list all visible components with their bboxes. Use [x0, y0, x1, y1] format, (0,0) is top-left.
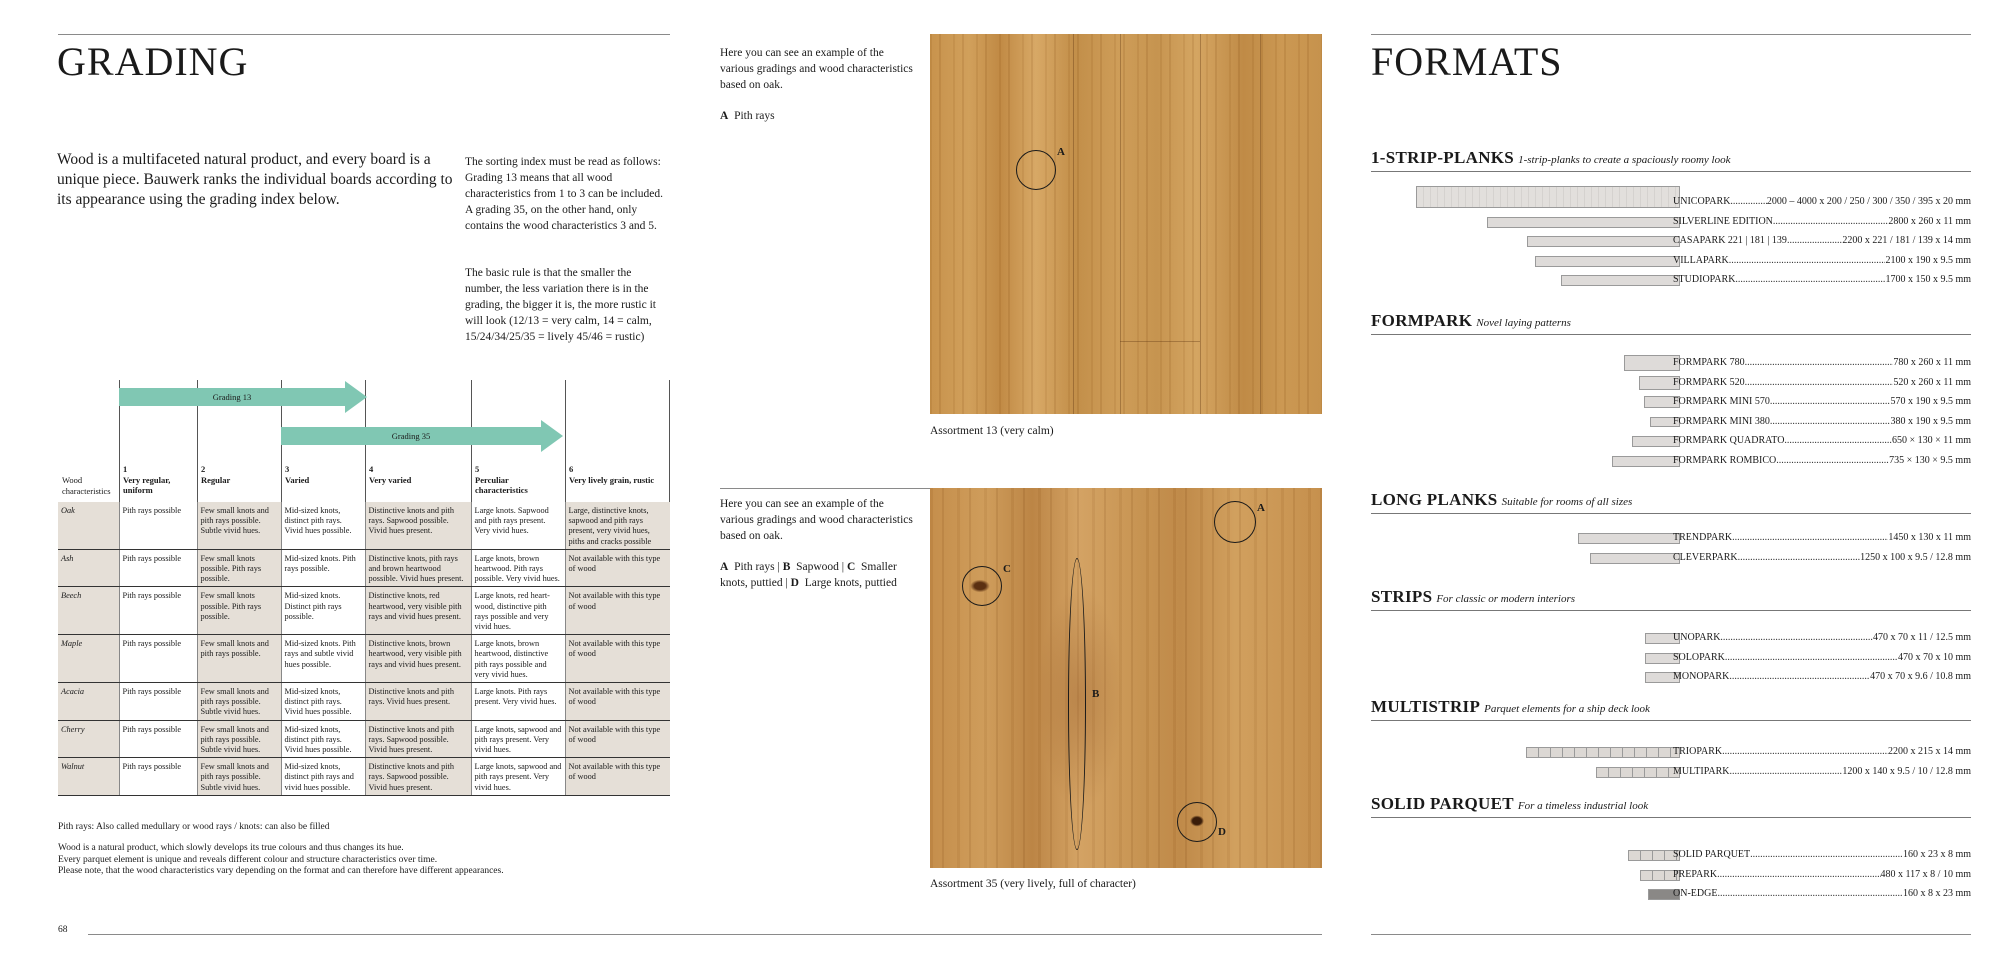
grading-cell: Distinctive knots and pith rays. Sapwood possible. Vivid hues present. — [365, 758, 471, 796]
format-item — [1673, 632, 1971, 644]
grading-cell: Mid-sized knots, distinct pith rays. Vivid hues possible. — [281, 683, 365, 721]
format-name: TRIOPARK — [1673, 746, 1723, 757]
format-section-rule — [1371, 720, 1971, 721]
format-item — [1673, 396, 1971, 408]
grading-13-arrow: Grading 13 — [119, 388, 345, 406]
format-item — [1673, 416, 1971, 428]
col-header-2: 2 Regular — [201, 464, 231, 485]
grading-cell: Pith rays possible — [119, 502, 197, 549]
bottom-rule-left — [88, 934, 1322, 935]
marker-label-a: A — [1057, 146, 1065, 158]
format-section-subtitle: 1-strip-planks to create a spaciously roomy look — [1518, 154, 1731, 166]
grading-cell: Large knots. Sapwood and pith rays present. Very vivid hues. — [471, 502, 565, 549]
format-item — [1673, 196, 1971, 208]
grading-cell: Pith rays possible — [119, 758, 197, 796]
leader-dots — [1738, 552, 1861, 564]
format-dimensions: 1250 x 100 x 9.5 / 12.8 mm — [1860, 551, 1971, 563]
format-name: FORMPARK QUADRATO — [1673, 435, 1785, 446]
grading-cell: Pith rays possible — [119, 720, 197, 758]
leader-dots — [1770, 416, 1891, 428]
format-dimensions: 2800 x 260 x 11 mm — [1888, 215, 1971, 227]
grading-cell: Large knots, brown heartwood, distinctive pith rays possible and very vivid hues. — [471, 635, 565, 683]
format-section-subtitle: For classic or modern interiors — [1436, 593, 1576, 605]
leader-dots — [1717, 888, 1903, 900]
grading-35-arrow: Grading 35 — [281, 427, 541, 445]
format-swatch — [1578, 533, 1680, 544]
leader-dots — [1745, 377, 1894, 389]
footnote-natural-1: Wood is a natural product, which slowly develops its true colours and thus changes its hue. — [58, 843, 404, 853]
grading-cell: Few small knots and pith rays possible. — [197, 635, 281, 683]
leader-dots — [1770, 396, 1891, 408]
format-name: ON-EDGE — [1673, 888, 1718, 899]
table-row — [58, 635, 670, 683]
format-dimensions: 520 x 260 x 11 mm — [1893, 376, 1971, 388]
format-swatch — [1487, 217, 1680, 228]
format-item — [1673, 888, 1971, 900]
format-section-rule — [1371, 610, 1971, 611]
wood-photo-assortment-13 — [930, 34, 1322, 414]
example-2-rule — [720, 488, 930, 489]
col-header-6: 6 Very lively grain, rustic — [569, 464, 655, 485]
grading-intro: Wood is a multifaceted natural product, and every board is a unique piece. Bauwerk ranks the individual boards according to its appearance using the grading index below. — [57, 151, 453, 208]
marker-label-c: C — [1003, 563, 1011, 575]
format-swatch — [1535, 256, 1680, 267]
grading-cell: Pith rays possible — [119, 683, 197, 721]
format-section-title: MULTISTRIP — [1371, 697, 1481, 716]
grading-cell: Large knots, red heartwood, distinctive pith rays possible and very vivid hues. — [471, 587, 565, 635]
col-header-3: 3 Varied — [285, 464, 310, 485]
format-section-rule — [1371, 334, 1971, 335]
col-header-5: 5 Perculiar characteristics — [475, 464, 528, 495]
format-section-subtitle: Parquet elements for a ship deck look — [1484, 703, 1650, 715]
format-section-subtitle: Suitable for rooms of all sizes — [1501, 496, 1633, 508]
format-dimensions: 2000 – 4000 x 200 / 250 / 300 / 350 / 395 x 20 mm — [1766, 196, 1971, 207]
leader-dots — [1750, 849, 1903, 861]
format-dimensions: 480 x 117 x 8 / 10 mm — [1880, 868, 1971, 880]
pith-ray-marker — [1016, 150, 1056, 190]
grading-table — [58, 502, 670, 796]
example-2-text: Here you can see an example of the various gradings and wood characteristics based on oak. — [720, 498, 913, 542]
grading-cell: Not available with this type of wood — [565, 720, 670, 758]
wood-species: Ash — [58, 549, 119, 587]
format-item — [1673, 357, 1971, 369]
format-swatch — [1612, 456, 1680, 467]
grading-cell: Distinctive knots, pith rays and brown heartwood possible. Vivid hues present. — [365, 549, 471, 587]
format-swatch — [1526, 747, 1680, 758]
top-rule-right — [1371, 34, 1971, 35]
format-section-title: 1-STRIP-PLANKS — [1371, 148, 1515, 167]
format-item — [1673, 377, 1971, 389]
col-header-wood: Wood characteristics — [62, 475, 111, 496]
format-swatch — [1590, 553, 1680, 564]
wood-photo-assortment-35 — [930, 488, 1322, 868]
wood-species: Cherry — [58, 720, 119, 758]
format-dimensions: 470 x 70 x 10 mm — [1897, 651, 1971, 663]
format-dimensions: 570 x 190 x 9.5 mm — [1890, 396, 1971, 407]
wood-species: Beech — [58, 587, 119, 635]
format-item — [1673, 532, 1971, 544]
format-section — [1371, 148, 1971, 168]
grading-cell: Distinctive knots, brown heartwood, very visible pith rays and vivid hues present. — [365, 635, 471, 683]
grading-cell: Large, distinctive knots, sapwood and pith rays present, very vivid hues, piths and cracks possible — [565, 502, 670, 549]
format-section-rule — [1371, 817, 1971, 818]
format-section-title: SOLID PARQUET — [1371, 794, 1514, 813]
pith-ray-marker — [1214, 501, 1256, 543]
marker-label-d: D — [1218, 826, 1226, 838]
grading-cell: Few small knots and pith rays possible. Subtle vivid hues. — [197, 720, 281, 758]
format-section-title: FORMPARK — [1371, 311, 1473, 330]
format-item — [1673, 255, 1971, 267]
leader-dots — [1735, 274, 1885, 286]
format-section-rule — [1371, 171, 1971, 172]
wood-species: Acacia — [58, 683, 119, 721]
grading-cell: Few small knots and pith rays possible. Subtle vivid hues. — [197, 502, 281, 549]
leader-dots — [1784, 435, 1892, 447]
format-swatch — [1624, 355, 1680, 371]
format-name: SILVERLINE EDITION — [1673, 215, 1773, 227]
format-name: MULTIPARK — [1673, 765, 1730, 777]
format-section-subtitle: Novel laying patterns — [1476, 317, 1571, 329]
leader-dots — [1722, 746, 1888, 758]
format-section — [1371, 311, 1971, 331]
format-dimensions: 470 x 70 x 11 / 12.5 mm — [1873, 632, 1971, 643]
format-name: FORMPARK MINI 570 — [1673, 396, 1770, 407]
example-1-text: Here you can see an example of the various gradings and wood characteristics based on oak. — [720, 47, 913, 91]
table-row — [58, 758, 670, 796]
sapwood-marker — [1068, 558, 1086, 850]
grading-cell: Distinctive knots and pith rays. Sapwood possible. Vivid hues present. — [365, 502, 471, 549]
leader-dots — [1732, 532, 1888, 544]
grading-cell: Mid-sized knots, distinct pith rays. Vivid hues possible. — [281, 502, 365, 549]
grading-cell: Large knots, sapwood and pith rays present. Very vivid hues. — [471, 720, 565, 758]
grading-cell: Few small knots and pith rays possible. Subtle vivid hues. — [197, 758, 281, 796]
grading-cell: Pith rays possible — [119, 587, 197, 635]
format-dimensions: 1700 x 150 x 9.5 mm — [1885, 274, 1971, 285]
format-dimensions: 380 x 190 x 9.5 mm — [1890, 415, 1971, 427]
grading-cell: Mid-sized knots, distinct pith rays and vivid hues possible. — [281, 758, 365, 796]
format-name: CASAPARK 221 | 181 | 139 — [1673, 235, 1787, 246]
col-divider — [565, 380, 566, 502]
format-name: MONOPARK — [1673, 671, 1730, 682]
table-row — [58, 683, 670, 721]
format-name: UNOPARK — [1673, 632, 1721, 643]
format-item — [1673, 766, 1971, 778]
format-dimensions: 650 × 130 × 11 mm — [1892, 435, 1971, 446]
grading-cell: Not available with this type of wood — [565, 758, 670, 796]
grading-cell: Mid-sized knots. Pith rays possible. — [281, 549, 365, 587]
format-swatch — [1527, 236, 1680, 247]
format-name: VILLAPARK — [1673, 254, 1729, 266]
footnote-natural-3: Please note, that the wood characteristics vary depending on the format and can therefore have different appearances. — [58, 866, 504, 876]
grading-cell: Large knots, sapwood and pith rays present. Very vivid hues. — [471, 758, 565, 796]
format-name: UNICOPARK — [1673, 196, 1731, 207]
grading-cell: Large knots, brown heartwood. Pith rays possible. Very vivid hues. — [471, 549, 565, 587]
large-knot-marker — [1177, 802, 1217, 842]
format-dimensions: 2200 x 215 x 14 mm — [1887, 746, 1971, 757]
format-item — [1673, 849, 1971, 861]
format-section — [1371, 587, 1971, 607]
example-2-key: A Pith rays | B Sapwood | C Smaller knots, puttied | D Large knots, puttied — [720, 561, 897, 589]
grading-cell: Pith rays possible — [119, 549, 197, 587]
table-row — [58, 549, 670, 587]
format-section — [1371, 794, 1971, 814]
format-swatch — [1416, 186, 1680, 208]
grading-cell: Not available with this type of wood — [565, 587, 670, 635]
wood-species: Walnut — [58, 758, 119, 796]
format-name: FORMPARK 780 — [1673, 357, 1745, 368]
format-section-title: LONG PLANKS — [1371, 490, 1498, 509]
format-name: FORMPARK ROMBICO — [1673, 454, 1777, 466]
col-divider — [669, 380, 670, 502]
leader-dots — [1717, 869, 1880, 881]
table-row — [58, 587, 670, 635]
col-header-4: 4 Very varied — [369, 464, 412, 485]
leader-dots — [1730, 196, 1766, 208]
format-dimensions: 735 × 130 × 9.5 mm — [1889, 454, 1971, 466]
format-name: STUDIOPARK — [1673, 274, 1736, 285]
leader-dots — [1729, 255, 1886, 267]
format-dimensions: 2100 x 190 x 9.5 mm — [1885, 254, 1971, 266]
format-swatch — [1561, 275, 1680, 286]
grading-cell: Few small knots possible. Pith rays possible. — [197, 549, 281, 587]
small-knot-marker — [962, 566, 1002, 606]
format-item — [1673, 274, 1971, 286]
page-number: 68 — [58, 925, 68, 935]
format-section — [1371, 490, 1971, 510]
format-swatch — [1596, 767, 1680, 778]
format-item — [1673, 455, 1971, 467]
format-dimensions: 2200 x 221 / 181 / 139 x 14 mm — [1842, 235, 1971, 246]
format-item — [1673, 216, 1971, 228]
format-dimensions: 1200 x 140 x 9.5 / 10 / 12.8 mm — [1842, 765, 1971, 777]
leader-dots — [1773, 216, 1888, 228]
format-section-rule — [1371, 513, 1971, 514]
format-name: PREPARK — [1673, 868, 1718, 880]
grading-cell: Distinctive knots, red heartwood, very visible pith rays and vivid hues present. — [365, 587, 471, 635]
format-item — [1673, 552, 1971, 564]
top-rule-left — [58, 34, 670, 35]
format-section-title: STRIPS — [1371, 587, 1433, 606]
page-title-formats: FORMATS — [1371, 39, 1563, 84]
grading-para-1: The sorting index must be read as follows: Grading 13 means that all wood characteristics from 1 to 3 can be included. A grading 35, on the other hand, only contains the wood characteristics 3 and 5. — [465, 156, 663, 232]
format-name: SOLID PARQUET — [1673, 849, 1751, 860]
format-item — [1673, 235, 1971, 247]
grading-cell: Few small knots possible. Pith rays possible. — [197, 587, 281, 635]
format-name: TRENDPARK — [1673, 532, 1733, 543]
grading-cell: Large knots. Pith rays present. Very vivid hues. — [471, 683, 565, 721]
col-header-1: 1 Very regular, uniform — [123, 464, 171, 495]
format-section — [1371, 697, 1971, 717]
wood-species: Maple — [58, 635, 119, 683]
format-dimensions: 470 x 70 x 9.6 / 10.8 mm — [1870, 671, 1971, 682]
marker-label-b: B — [1092, 688, 1100, 700]
grading-cell: Pith rays possible — [119, 635, 197, 683]
table-row — [58, 720, 670, 758]
format-name: FORMPARK 520 — [1673, 376, 1745, 388]
format-name: CLEVERPARK — [1673, 551, 1738, 563]
grading-cell: Not available with this type of wood — [565, 549, 670, 587]
format-section-subtitle: For a timeless industrial look — [1517, 800, 1649, 812]
leader-dots — [1729, 671, 1870, 683]
format-name: FORMPARK MINI 380 — [1673, 415, 1770, 427]
leader-dots — [1787, 235, 1842, 247]
bottom-rule-right — [1371, 934, 1971, 935]
footnote-natural-2: Every parquet element is unique and reveals different colour and structure characteristics over time. — [58, 855, 438, 865]
format-dimensions: 160 x 8 x 23 mm — [1902, 888, 1971, 899]
grading-cell: Mid-sized knots. Pith rays and subtle vivid hues possible. — [281, 635, 365, 683]
page-title-grading: GRADING — [57, 39, 249, 84]
marker-label-a: A — [1257, 502, 1265, 514]
leader-dots — [1776, 455, 1889, 467]
format-item — [1673, 671, 1971, 683]
format-item — [1673, 435, 1971, 447]
grading-cell: Distinctive knots and pith rays. Sapwood possible. Vivid hues present. — [365, 720, 471, 758]
footnote-pith-rays: Pith rays: Also called medullary or wood rays / knots: can also be filled — [58, 822, 330, 832]
leader-dots — [1725, 652, 1898, 664]
grading-cell: Distinctive knots and pith rays. Vivid hues present. — [365, 683, 471, 721]
grading-cell: Mid-sized knots, distinct pith rays. Vivid hues possible. — [281, 720, 365, 758]
wood-species: Oak — [58, 502, 119, 549]
leader-dots — [1720, 632, 1873, 644]
leader-dots — [1730, 766, 1843, 778]
format-dimensions: 160 x 23 x 8 mm — [1902, 849, 1971, 860]
format-dimensions: 1450 x 130 x 11 mm — [1888, 532, 1971, 543]
grading-cell: Mid-sized knots. Distinct pith rays possible. — [281, 587, 365, 635]
photo-1-caption: Assortment 13 (very calm) — [930, 425, 1054, 437]
grading-cell: Not available with this type of wood — [565, 635, 670, 683]
grading-cell: Few small knots and pith rays possible. Subtle vivid hues. — [197, 683, 281, 721]
format-item — [1673, 652, 1971, 664]
grading-cell: Not available with this type of wood — [565, 683, 670, 721]
format-dimensions: 780 x 260 x 11 mm — [1893, 357, 1971, 368]
grading-para-2: The basic rule is that the smaller the number, the less variation there is in the grading, the bigger it is, the more rustic it will look (12/13 = very calm, 14 = calm, 15/24/34/25/35 = lively 45/46 = rustic) — [465, 267, 656, 343]
leader-dots — [1745, 357, 1894, 369]
example-1-key: A Pith rays — [720, 110, 775, 122]
photo-2-caption: Assortment 35 (very lively, full of character) — [930, 878, 1136, 890]
format-item — [1673, 746, 1971, 758]
format-item — [1673, 869, 1971, 881]
table-row — [58, 502, 670, 549]
format-name: SOLOPARK — [1673, 651, 1725, 663]
